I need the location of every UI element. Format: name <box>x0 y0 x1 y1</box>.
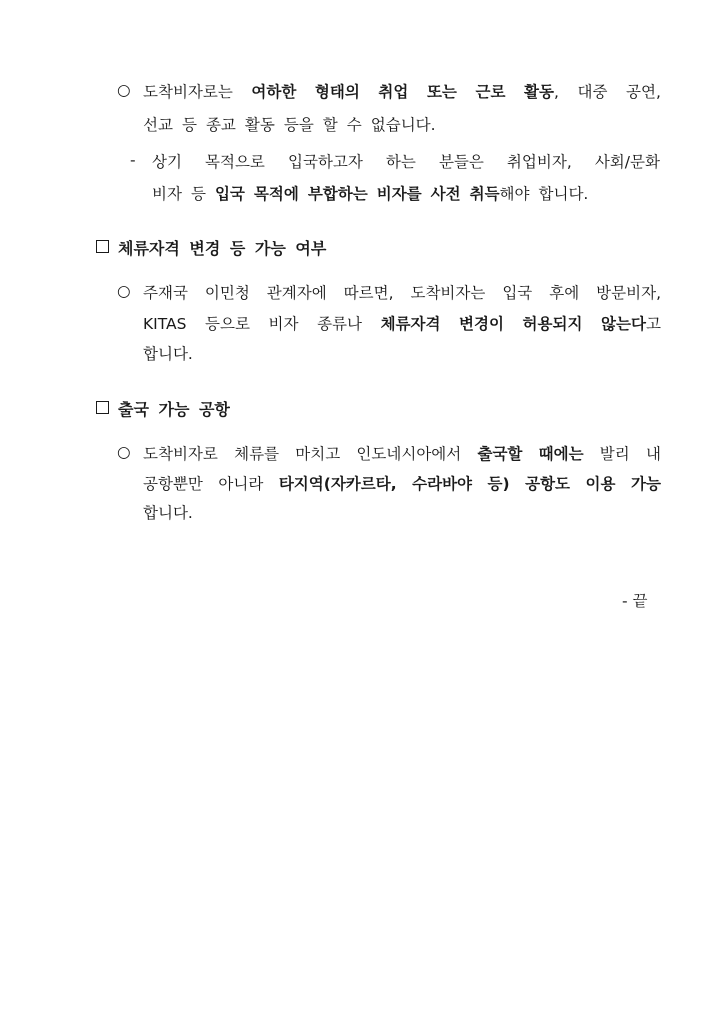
word: 입국하고자 <box>287 153 363 171</box>
word: 인도네시아에서 <box>356 445 462 463</box>
word: 이민청 <box>204 284 250 302</box>
word: 내 <box>645 445 661 463</box>
paragraph-line <box>152 182 597 204</box>
word: 종류나 <box>317 315 362 333</box>
word: 근로 <box>475 83 506 101</box>
word: 공연, <box>626 83 661 101</box>
word: 후에 <box>549 284 580 302</box>
end-mark: - 끝 <box>622 592 648 610</box>
word: 등 <box>181 116 197 134</box>
paragraph-line <box>143 472 661 494</box>
word: 등으로 <box>205 315 250 333</box>
word: 분들은 <box>438 153 484 171</box>
word: 비자 <box>268 315 299 333</box>
word: 관계자에 <box>266 284 327 302</box>
word: 비자를 <box>376 185 422 203</box>
word: 가능 <box>630 475 661 493</box>
word: 체류자격 <box>380 315 441 333</box>
word: 등) <box>487 475 510 493</box>
word: 수라바야 <box>412 475 473 493</box>
word: 선교 <box>143 116 173 134</box>
word: 출국할 <box>477 445 523 463</box>
word: 수 <box>346 116 362 134</box>
word: 할 <box>322 116 338 134</box>
word: 방문비자, <box>596 284 661 302</box>
word: 때에는 <box>538 445 584 463</box>
word: 체류를 <box>234 445 280 463</box>
word: 변경이 <box>459 315 504 333</box>
word: 등 <box>190 185 206 203</box>
word: 하는 <box>385 153 416 171</box>
paragraph-line <box>152 150 660 172</box>
word: 도착비자로는 <box>143 83 233 101</box>
word: 타지역(자카르타, <box>278 475 397 493</box>
section-heading: 체류자격 변경 등 가능 여부 <box>118 239 327 258</box>
word: 활동, <box>524 83 559 101</box>
word: 또는 <box>426 83 457 101</box>
word: 발리 <box>599 445 630 463</box>
word: 취업비자, <box>506 153 572 171</box>
dash-marker: - <box>130 151 136 169</box>
paragraph-line <box>143 312 661 334</box>
word: 목적으로 <box>205 153 265 171</box>
word: 사회/문화 <box>594 153 660 171</box>
section-heading: 출국 가능 공항 <box>118 400 230 419</box>
word: 대중 <box>577 83 608 101</box>
word: 합니다. <box>538 185 589 203</box>
word: 부합하는 <box>307 185 368 203</box>
bullet-marker: ○ <box>117 282 131 300</box>
word: 주재국 <box>143 284 188 302</box>
word: 입국 <box>502 284 533 302</box>
word: 이용 <box>585 475 616 493</box>
word: 취업 <box>378 83 409 101</box>
word: 비자 <box>152 185 182 203</box>
bullet-marker: ○ <box>117 443 131 461</box>
word: KITAS <box>143 315 187 333</box>
checkbox-square-icon <box>96 401 109 414</box>
word: 형태의 <box>314 83 360 101</box>
word: 공항뿐만 <box>143 475 203 493</box>
word: 취득해야 <box>469 185 530 203</box>
paragraph-line <box>143 442 661 464</box>
word: 활동 <box>244 116 275 134</box>
word: 목적에 <box>253 185 299 203</box>
word: 따르면, <box>343 284 394 302</box>
word: 등을 <box>283 116 314 134</box>
word: 없습니다. <box>370 116 436 134</box>
paragraph-line <box>143 80 661 102</box>
paragraph-line: 합니다. <box>143 504 193 522</box>
word: 여하한 <box>251 83 297 101</box>
word: 공항도 <box>525 475 571 493</box>
word: 사전 <box>430 185 461 203</box>
bullet-marker: ○ <box>117 81 131 99</box>
word: 입국 <box>214 185 245 203</box>
word: 종교 <box>205 116 236 134</box>
paragraph-line: 합니다. <box>143 345 193 363</box>
word: 도착비자는 <box>410 284 486 302</box>
word: 허용되지 <box>522 315 583 333</box>
word: 마치고 <box>295 445 341 463</box>
word: 아니라 <box>218 475 264 493</box>
word: 않는다고 <box>601 315 661 333</box>
checkbox-square-icon <box>96 240 109 253</box>
paragraph-line <box>143 113 445 135</box>
word: 상기 <box>152 153 182 171</box>
word: 도착비자로 <box>143 445 218 463</box>
paragraph-line <box>143 281 661 303</box>
